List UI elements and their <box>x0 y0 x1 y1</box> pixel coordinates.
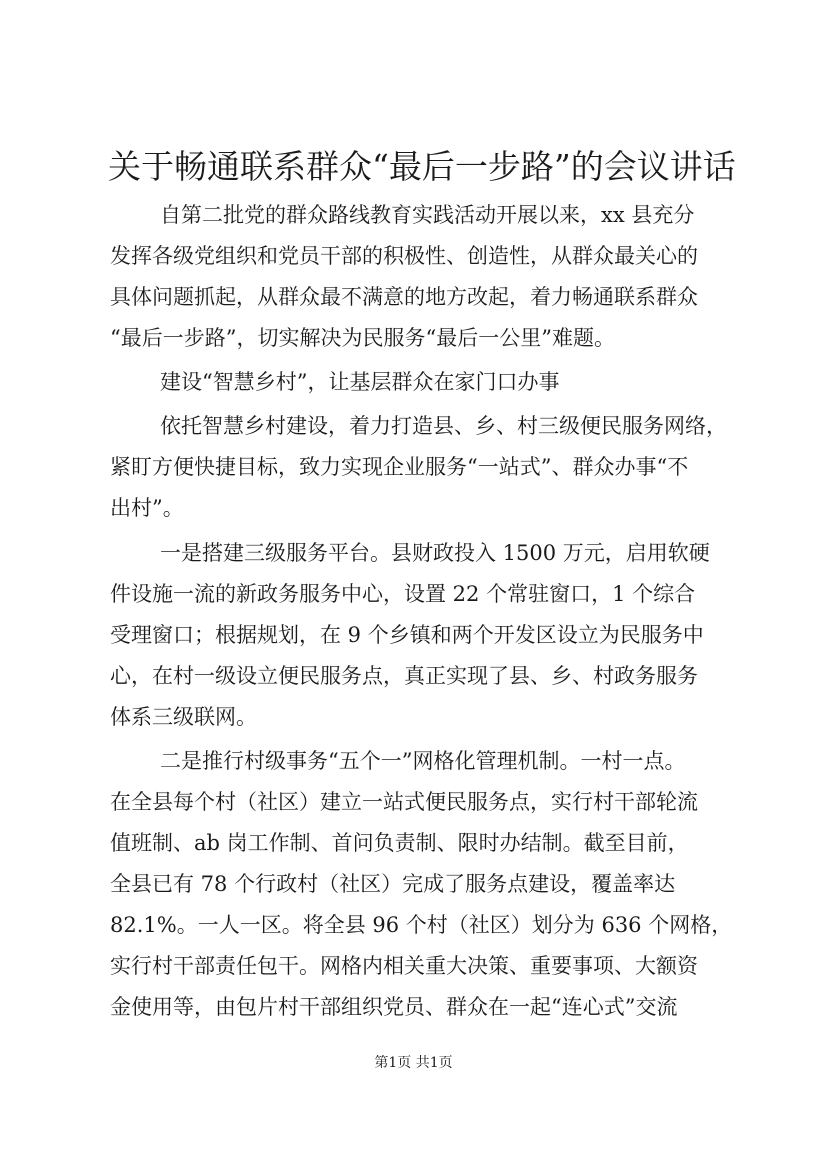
paragraph-line: 发挥各级党组织和党员干部的积极性、创造性，从群众最关心的 <box>110 244 698 268</box>
paragraph-line: 实行村干部责任包干。网格内相关重大决策、重要事项、大额资 <box>110 954 698 978</box>
paragraph-line: 在全县每个村（社区）建立一站式便民服务点，实行村干部轮流 <box>110 790 698 814</box>
page-footer: 第1页 共1页 <box>374 1055 453 1071</box>
paragraph-line: 值班制、ab 岗工作制、首问负责制、限时办结制。截至目前， <box>110 831 689 855</box>
document-title: 关于畅通联系群众“最后一步路”的会议讲话 <box>108 147 736 186</box>
section-heading: 建设“智慧乡村”，让基层群众在家门口办事 <box>160 370 560 394</box>
paragraph-line: 82.1%。一人一区。将全县 96 个村（社区）划分为 636 个网格， <box>110 913 733 937</box>
paragraph-line: 心，在村一级设立便民服务点，真正实现了县、乡、村政务服务 <box>110 664 698 688</box>
paragraph-line: 具体问题抓起，从群众最不满意的地方改起，着力畅通联系群众 <box>110 285 698 309</box>
paragraph-line: “最后一步路”，切实解决为民服务“最后一公里”难题。 <box>110 326 615 350</box>
paragraph-line: 二是推行村级事务“五个一”网格化管理机制。一村一点。 <box>160 749 686 773</box>
paragraph-line: 依托智慧乡村建设，着力打造县、乡、村三级便民服务网络， <box>160 414 727 438</box>
paragraph-line: 出村”。 <box>110 496 184 520</box>
paragraph-line: 自第二批党的群众路线教育实践活动开展以来，xx 县充分 <box>160 203 695 227</box>
paragraph-line: 金使用等，由包片村干部组织党员、群众在一起“连心式”交流 <box>110 995 678 1019</box>
paragraph-line: 紧盯方便快捷目标，致力实现企业服务“一站式”、群众办事“不 <box>110 455 689 479</box>
paragraph-line: 全县已有 78 个行政村（社区）完成了服务点建设，覆盖率达 <box>110 872 676 896</box>
paragraph-line: 体系三级联网。 <box>110 705 257 729</box>
paragraph-line: 件设施一流的新政务服务中心，设置 22 个常驻窗口，1 个综合 <box>110 582 696 606</box>
paragraph-line: 一是搭建三级服务平台。县财政投入 1500 万元，启用软硬 <box>160 541 710 565</box>
paragraph-line: 受理窗口；根据规划，在 9 个乡镇和两个开发区设立为民服务中 <box>110 623 704 647</box>
